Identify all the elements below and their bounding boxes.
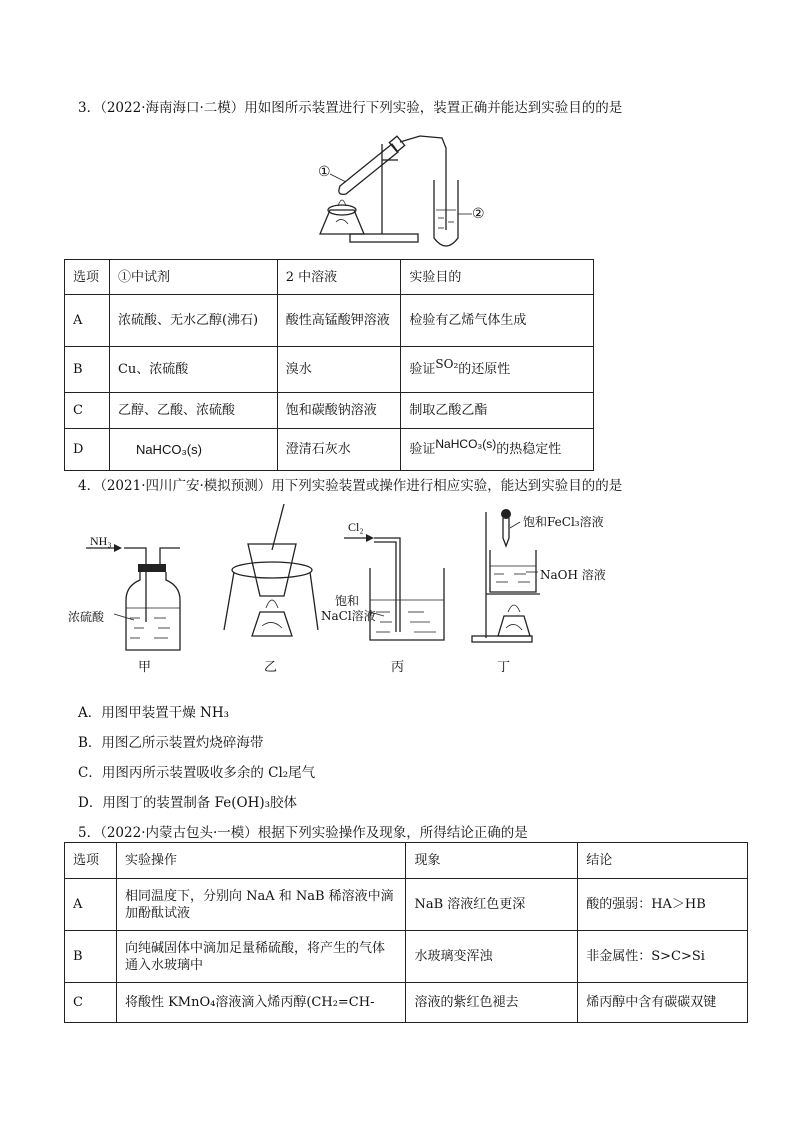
table-row bbox=[65, 347, 594, 393]
fig-label-2: ② bbox=[472, 206, 485, 222]
jia-gas-label: NH₃ bbox=[90, 534, 112, 548]
option-cell: A bbox=[65, 879, 117, 931]
q4-stem: 4．（2021·四川广安·模拟预测）用下列实验装置或操作进行相应实验，能达到实验目的的是 bbox=[78, 478, 623, 494]
fig-caption-jia: 甲 bbox=[138, 660, 152, 675]
header-cell: 实验操作 bbox=[116, 843, 406, 879]
header-cell: 现象 bbox=[406, 843, 578, 879]
option-cell: B bbox=[65, 347, 110, 393]
header-cell: 2 中溶液 bbox=[277, 260, 401, 295]
jia-liquid-label: 浓硫酸 bbox=[68, 610, 105, 624]
bing-liquid-label-2: NaCl溶液 bbox=[321, 609, 376, 623]
header-cell: 结论 bbox=[578, 843, 748, 879]
header-cell: ①中试剂 bbox=[109, 260, 277, 295]
header-cell: 选项 bbox=[65, 843, 117, 879]
delivery-tube bbox=[400, 136, 446, 230]
q3-table bbox=[64, 259, 594, 471]
fig-caption-bing: 丙 bbox=[391, 660, 405, 675]
q3-stem: 3．（2022·海南海口·二模）用如图所示装置进行下列实验，装置正确并能达到实验目的的是 bbox=[78, 100, 623, 116]
table-row bbox=[65, 295, 594, 347]
q4-option-b[interactable]: B．用图乙所示装置灼烧碎海带 bbox=[78, 735, 264, 751]
purpose-cell bbox=[401, 347, 594, 393]
alcohol-lamp bbox=[320, 210, 364, 234]
purpose-formula: NaHCO₃(s) bbox=[435, 437, 497, 451]
purpose-cell: 检验有乙烯气体生成 bbox=[401, 295, 594, 347]
purpose-suffix: 的还原性 bbox=[458, 362, 511, 377]
table-row bbox=[65, 983, 748, 1023]
purpose-prefix: 验证 bbox=[409, 362, 436, 377]
purpose-cell bbox=[401, 429, 594, 471]
solution-cell: 饱和碳酸钠溶液 bbox=[277, 393, 401, 429]
option-cell: B bbox=[65, 931, 117, 983]
conclusion-cell: 烯丙醇中含有碳碳双键 bbox=[578, 983, 748, 1023]
q5-stem: 5．（2022·内蒙古包头·一模）根据下列实验操作及现象，所得结论正确的是 bbox=[78, 825, 528, 841]
observation-cell: NaB 溶液红色更深 bbox=[406, 879, 578, 931]
q4-option-a[interactable]: A．用图甲装置干燥 NH₃ bbox=[78, 705, 230, 721]
option-cell: A bbox=[65, 295, 110, 347]
header-cell: 实验目的 bbox=[401, 260, 594, 295]
table-row bbox=[65, 931, 748, 983]
reagent-cell: NaHCO₃(s) bbox=[109, 429, 277, 471]
table-row bbox=[65, 879, 748, 931]
option-cell: C bbox=[65, 393, 110, 429]
table-header-row bbox=[65, 260, 594, 295]
observation-cell: 水玻璃变浑浊 bbox=[406, 931, 578, 983]
table-row bbox=[65, 429, 594, 471]
option-cell: D bbox=[65, 429, 110, 471]
conclusion-cell: 酸的强弱：HA＞HB bbox=[578, 879, 748, 931]
q4-option-c[interactable]: C．用图丙所示装置吸收多余的 Cl₂尾气 bbox=[78, 765, 316, 781]
solution-cell: 澄清石灰水 bbox=[277, 429, 401, 471]
option-cell: C bbox=[65, 983, 117, 1023]
reagent-cell: 乙醇、乙酸、浓硫酸 bbox=[109, 393, 277, 429]
fig-yi-crucible bbox=[222, 500, 322, 650]
q4-option-d[interactable]: D．用图丁的装置制备 Fe(OH)₃胶体 bbox=[78, 795, 298, 811]
q5-table bbox=[64, 842, 748, 1023]
operation-cell: 相同温度下，分别向 NaA 和 NaB 稀溶液中滴加酚酞试液 bbox=[116, 879, 406, 931]
purpose-formula: SO₂ bbox=[435, 357, 459, 371]
reagent-cell: 浓硫酸、无水乙醇(沸石) bbox=[109, 295, 277, 347]
observation-cell: 溶液的紫红色褪去 bbox=[406, 983, 578, 1023]
reagent-cell: Cu、浓硫酸 bbox=[109, 347, 277, 393]
purpose-cell: 制取乙酸乙酯 bbox=[401, 393, 594, 429]
fig-caption-yi: 乙 bbox=[264, 660, 278, 675]
conclusion-cell: 非金属性：S>C>Si bbox=[578, 931, 748, 983]
fig-caption-ding: 丁 bbox=[497, 660, 511, 675]
q3-apparatus-figure bbox=[300, 130, 530, 250]
table-row bbox=[65, 393, 594, 429]
purpose-suffix: 的热稳定性 bbox=[496, 442, 562, 457]
ding-beaker-label: NaOH 溶液 bbox=[540, 568, 606, 582]
operation-cell: 将酸性 KMnO₄溶液滴入烯丙醇(CH₂=CH- bbox=[116, 983, 406, 1023]
operation-cell: 向纯碱固体中滴加足量稀硫酸，将产生的气体通入水玻璃中 bbox=[116, 931, 406, 983]
bing-gas-label: Cl₂ bbox=[348, 520, 364, 534]
table-header-row bbox=[65, 843, 748, 879]
purpose-prefix: 验证 bbox=[409, 442, 436, 457]
fig-bing-absorber bbox=[340, 520, 450, 650]
solution-cell: 酸性高锰酸钾溶液 bbox=[277, 295, 401, 347]
bing-liquid-label-1: 饱和 bbox=[335, 594, 360, 608]
fig-label-1: ① bbox=[318, 164, 331, 180]
stand-base bbox=[350, 234, 418, 242]
ding-dropper-label: 饱和FeCl₃溶液 bbox=[523, 515, 604, 529]
reaction-tube bbox=[339, 144, 398, 194]
header-cell: 选项 bbox=[65, 260, 110, 295]
solution-cell: 溴水 bbox=[277, 347, 401, 393]
